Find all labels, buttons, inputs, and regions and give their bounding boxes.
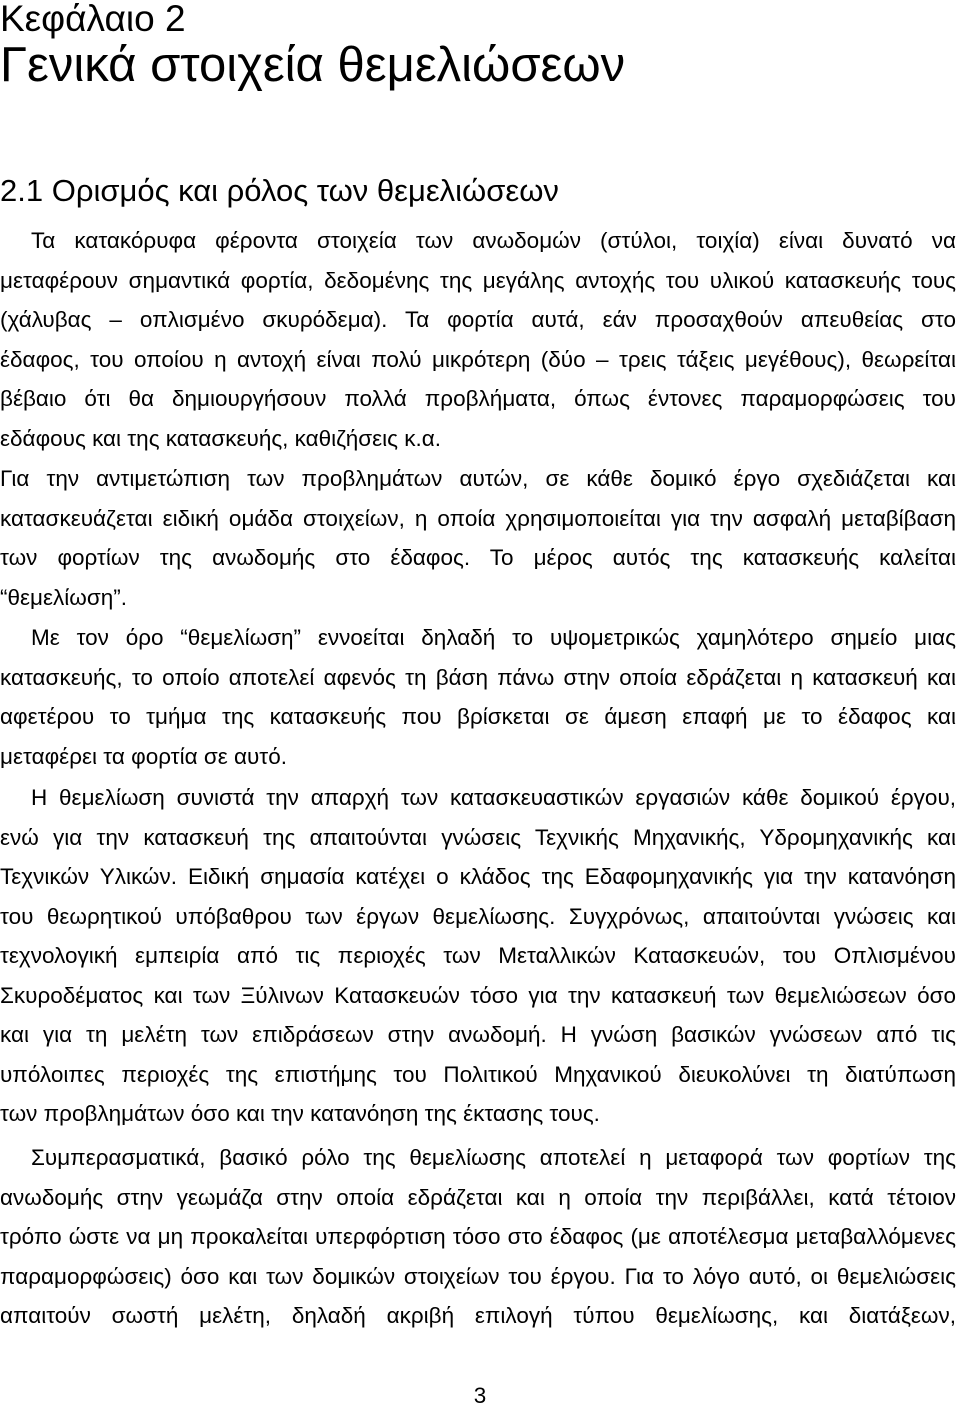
text-line: μεταφέρει τα φορτία σε αυτό. [0,743,287,769]
chapter-title: Γενικά στοιχεία θεμελιώσεων [0,38,626,92]
text-line: των φορτίων της ανωδομής στο έδαφος. Το μέρος αυτός της κατασκευής καλείται [0,545,956,570]
text-line: τρόπο ώστε να μη προκαλείται υπερφόρτιση τόσο στο έδαφος (με αποτέλεσμα μεταβαλλόμενες [0,1224,956,1249]
text-line: τεχνολογική εμπειρία από τις περιοχές των Μεταλλικών Κατασκευών, του Οπλισμένου [0,943,956,968]
text-line: Σκυροδέματος και των Ξύλινων Κατασκευών τόσο για την κατασκευή των θεμελιώσεων όσο [0,982,956,1008]
text-line: ενώ για την κατασκευή της απαιτούνται γνώσεις Τεχνικής Μηχανικής, Υδρομηχανικής και [0,824,956,850]
section-heading: 2.1 Ορισμός και ρόλος των θεμελιώσεων [0,173,559,208]
text-line: έδαφος, του οποίου η αντοχή είναι πολύ μικρότερη (δύο – τρεις τάξεις μεγέθους), θεωρείται [0,346,956,372]
text-line: Για την αντιμετώπιση των προβλημάτων αυτών, σε κάθε δομικό έργο σχεδιάζεται και [0,466,956,491]
text-line: Συμπερασματικά, βασικό ρόλο της θεμελίωσης αποτελεί η μεταφορά των φορτίων της [31,1145,956,1170]
text-line: του θεωρητικού υπόβαθρου των έργων θεμελίωσης. Συγχρόνως, απαιτούνται γνώσεις και [0,903,956,929]
text-line: των προβλημάτων όσο και την κατανόηση της έκτασης τους. [0,1101,600,1126]
text-line: κατασκευάζεται ειδική ομάδα στοιχείων, η οποία χρησιμοποιείται για την ασφαλή μεταβίβαση [0,505,956,531]
text-line: αφετέρου το τμήμα της κατασκευής που βρίσκεται σε άμεση επαφή με το έδαφος και [0,704,956,729]
page-number: 3 [473,1383,487,1408]
text-line: Τεχνικών Υλικών. Ειδική σημασία κατέχει ο κλάδος της Εδαφομηχανικής για την κατανόηση [0,864,956,889]
paragraph [0,221,956,458]
paragraph [0,459,956,617]
text-line: εδάφους και της κατασκευής, καθιζήσεις κ.α. [0,425,441,451]
text-line: απαιτούν σωστή μελέτη, δηλαδή ακριβή επιλογή τύπου θεμελίωσης, και διατάξεων, [0,1303,956,1328]
paragraph [0,778,956,1134]
text-line: μεταφέρουν σημαντικά φορτία, δεδομένης της μεγάλης αντοχής του υλικού κατασκευής τους [0,267,956,293]
paragraph [0,618,956,776]
text-line: παραμορφώσεις) όσο και των δομικών στοιχείων του έργου. Για το λόγο αυτό, οι θεμελιώσεις [0,1263,956,1289]
chapter-label: Κεφάλαιο 2 [0,0,186,39]
text-line: “θεμελίωση”. [0,584,127,610]
text-line: Η θεμελίωση συνιστά την απαρχή των κατασκευαστικών εργασιών κάθε δομικού έργου, [31,785,956,810]
text-line: και για τη μελέτη των επιδράσεων στην ανωδομή. Η γνώση βασικών γνώσεων από τις [0,1022,956,1047]
text-line: βέβαιο ότι θα δημιουργήσουν πολλά προβλήματα, όπως έντονες παραμορφώσεις του [0,386,956,411]
text-line: (χάλυβας – οπλισμένο σκυρόδεμα). Τα φορτία αυτά, εάν προσαχθούν απευθείας στο [0,307,956,332]
text-line: Με τον όρο “θεμελίωση” εννοείται δηλαδή το υψομετρικώς χαμηλότερο σημείο μιας [31,625,956,650]
text-line: ανωδομής στην γεωμάζα στην οποία εδράζεται και η οποία την περιβάλλει, κατά τέτοιον [0,1184,956,1210]
text-line: Τα κατακόρυφα φέροντα στοιχεία των ανωδομών (στύλοι, τοιχία) είναι δυνατό να [31,228,956,253]
text-line: υπόλοιπες περιοχές της επιστήμης του Πολιτικού Μηχανικού διευκολύνει τη διατύπωση [0,1061,956,1087]
text-line: κατασκευής, το οποίο αποτελεί αφενός τη βάση πάνω στην οποία εδράζεται η κατασκευή και [0,664,956,690]
paragraph [0,1138,956,1336]
